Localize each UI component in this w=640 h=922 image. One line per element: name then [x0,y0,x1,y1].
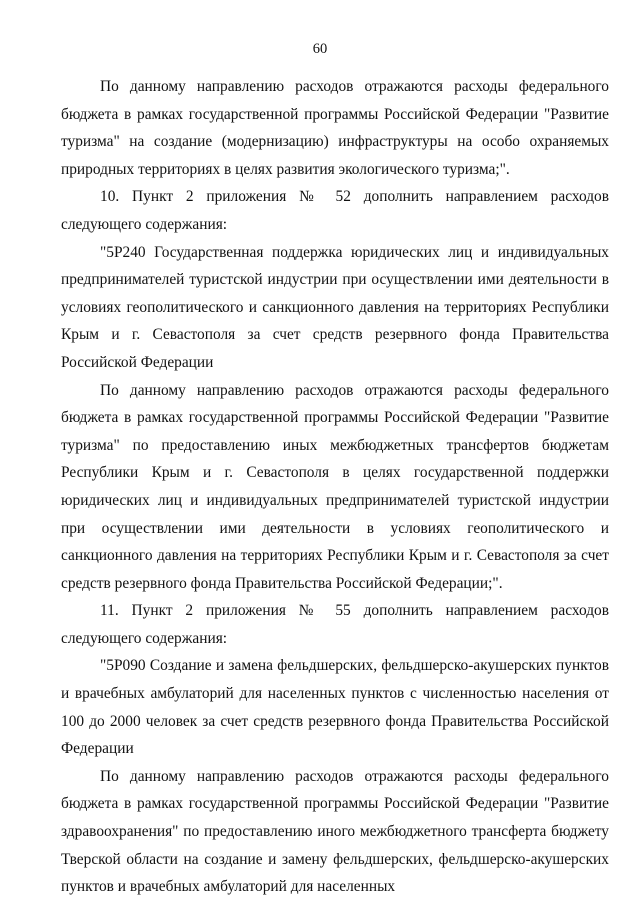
paragraph-item-10: 10. Пункт 2 приложения № 52 дополнить направлением расходов следующего содержания: [61,188,609,233]
document-body [61,73,609,901]
paragraph-expenses-tourism-infrastructure: По данному направлению расходов отражаются расходы федерального бюджета в рамках государственной программы Российской Федерации "Развитие туризма" на создание (модернизацию) инфраструктуры на особо охраняемых природных территориях в целях развития экологического туризма;". [61,78,609,178]
paragraph-expenses-5p240: По данному направлению расходов отражаются расходы федерального бюджета в рамках государственной программы Российской Федерации "Развитие туризма" по предоставлению иных межбюджетных трансфертов бюджетам Республики Крым и г. Севастополя в целях государственной поддержки юридических лиц и индивидуальных предпринимателей туристской индустрии при осуществлении ими деятельности в условиях геополитического и санкционного давления на территориях Республики Крым и г. Севастополя за счет средств резервного фонда Правительства Российской Федерации;". [61,381,609,592]
paragraph-expenses-5p090: По данному направлению расходов отражаются расходы федерального бюджета в рамках государственной программы Российской Федерации "Развитие здравоохранения" по предоставлению иного межбюджетного трансферта бюджету Тверской области на создание и замену фельдшерских, фельдшерско-акушерских пунктов и врачебных амбулаторий для населенных [61,767,609,896]
paragraph-code-5p240: "5Р240 Государственная поддержка юридических лиц и индивидуальных предпринимателей туристской индустрии при осуществлении ими деятельности в условиях геополитического и санкционного давления на территориях Республики Крым и г. Севастополя за счет средств резервного фонда Правительства Российской Федерации [61,243,609,371]
paragraph-code-5p090: "5Р090 Создание и замена фельдшерских, фельдшерско-акушерских пунктов и врачебных амбулаторий для населенных пунктов с численностью населения от 100 до 2000 человек за счет средств резервного фонда Правительства Российской Федерации [61,657,609,758]
page-number: 60 [312,41,328,57]
paragraph-item-11: 11. Пункт 2 приложения № 55 дополнить направлением расходов следующего содержания: [61,602,609,647]
